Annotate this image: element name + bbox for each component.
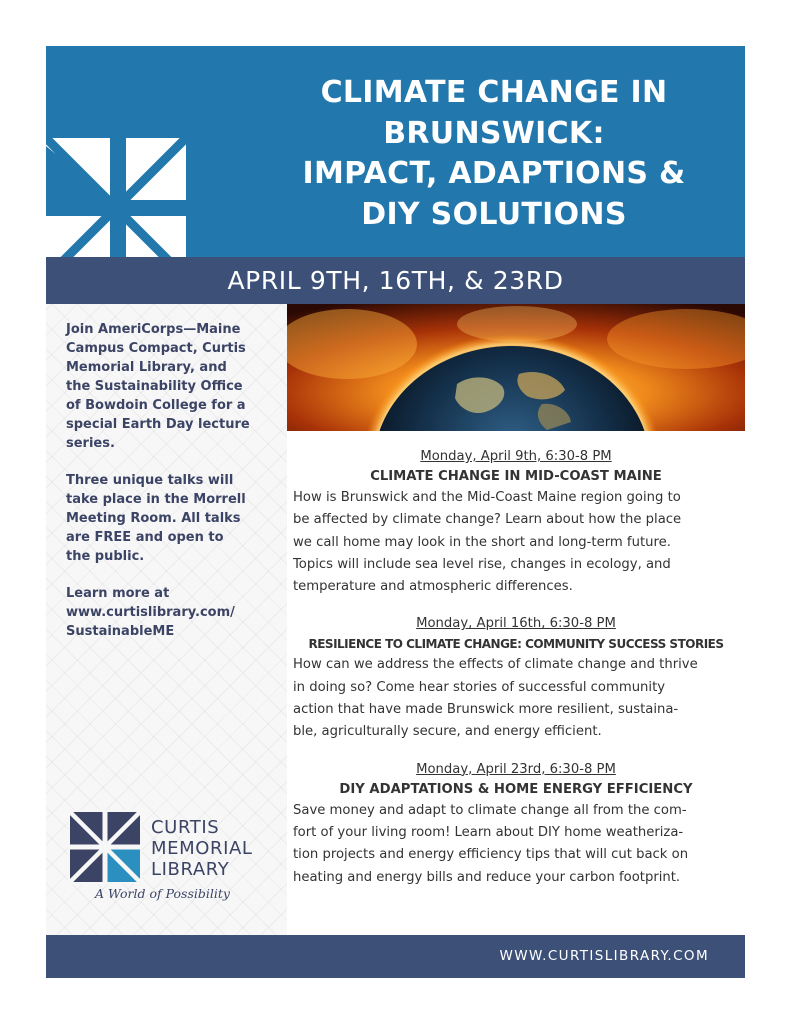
event-description [293,654,739,743]
event-title: RESILIENCE TO CLIMATE CHANGE: COMMUNITY SUCCESS STORIES [308,637,724,652]
library-name [151,817,253,880]
library-name-line: MEMORIAL [151,838,253,859]
event-description [293,800,739,889]
description-line: How can we address the effects of climate change and thrive [293,657,698,673]
footer-bar [46,935,745,978]
intro-line: Join AmeriCorps—Maine [66,322,241,337]
venue-line: the public. [66,549,145,564]
event-title: CLIMATE CHANGE IN MID-COAST MAINE [370,469,662,484]
library-tagline: A World of Possibility [95,886,230,901]
description-line: be affected by climate change? Learn about how the place [293,512,682,528]
library-window-small-icon [68,810,142,884]
library-window-mark-icon [46,138,186,257]
venue-line: are FREE and open to [66,530,224,545]
venue-line: Meeting Room. All talks [66,511,241,526]
burning-earth-image [287,304,745,431]
burning-earth-graphic [287,304,745,431]
event-title: DIY ADAPTATIONS & HOME ENERGY EFFICIENCY [339,781,693,797]
library-name-line: CURTIS [151,817,220,838]
description-line: heating and energy bills and reduce your carbon footprint. [293,869,681,885]
venue-line: Three unique talks will [66,473,234,488]
library-logo [68,810,278,910]
event-series-title [294,73,694,235]
learn-more-link[interactable]: www.curtislibrary.com/ [66,605,235,620]
description-line: temperature and atmospheric differences. [293,579,573,595]
event-date: Monday, April 9th, 6:30-8 PM [420,449,612,464]
title-line: DIY SOLUTIONS [361,196,627,232]
intro-line: the Sustainability Office [66,379,243,394]
event-list [293,447,739,905]
event-item [293,447,739,598]
intro-line: special Earth Day lecture [66,417,250,432]
learn-more-link[interactable]: SustainableME [66,624,175,639]
learn-more-paragraph [66,584,266,641]
header-banner [46,46,745,257]
title-line: IMPACT, ADAPTIONS & [302,156,686,191]
website-link[interactable]: WWW.CURTISLIBRARY.COM [499,948,709,964]
intro-line: Campus Compact, Curtis [66,341,246,356]
title-line: CLIMATE CHANGE IN [320,75,668,110]
venue-line: take place in the Morrell [66,492,246,507]
description-line: How is Brunswick and the Mid-Coast Maine region going to [293,490,681,505]
sidebar-panel [46,304,287,935]
description-line: Save money and adapt to climate change all from the com- [293,802,687,818]
intro-line: of Bowdoin College for a [66,398,246,413]
event-description [293,487,739,598]
title-line: BRUNSWICK: [383,115,605,151]
events-panel [287,431,745,935]
learn-more-line: Learn more at [66,586,170,601]
description-line: action that have made Brunswick more resilient, sustaina- [293,702,679,718]
event-item [293,614,739,743]
library-name-line: LIBRARY [151,859,230,880]
intro-line: series. [66,436,115,451]
description-line: tion projects and energy efficiency tips that will cut back on [293,847,689,863]
description-line: we call home may look in the short and long-term future. [293,534,671,550]
event-date: Monday, April 23rd, 6:30-8 PM [416,761,616,777]
description-line: fort of your living room! Learn about DIY home weatheriza- [293,824,684,840]
intro-paragraph [66,320,266,453]
description-line: ble, agriculturally secure, and energy efficient. [293,724,602,740]
description-line: Topics will include sea level rise, changes in ecology, and [293,556,671,572]
event-item [293,760,739,889]
sidebar-text [66,320,266,659]
description-line: in doing so? Come hear stories of successful community [293,679,666,695]
venue-paragraph [66,471,266,566]
intro-line: Memorial Library, and [66,360,227,375]
event-date: Monday, April 16th, 6:30-8 PM [416,616,616,632]
dates-bar: APRIL 9TH, 16TH, & 23RD [46,257,745,304]
